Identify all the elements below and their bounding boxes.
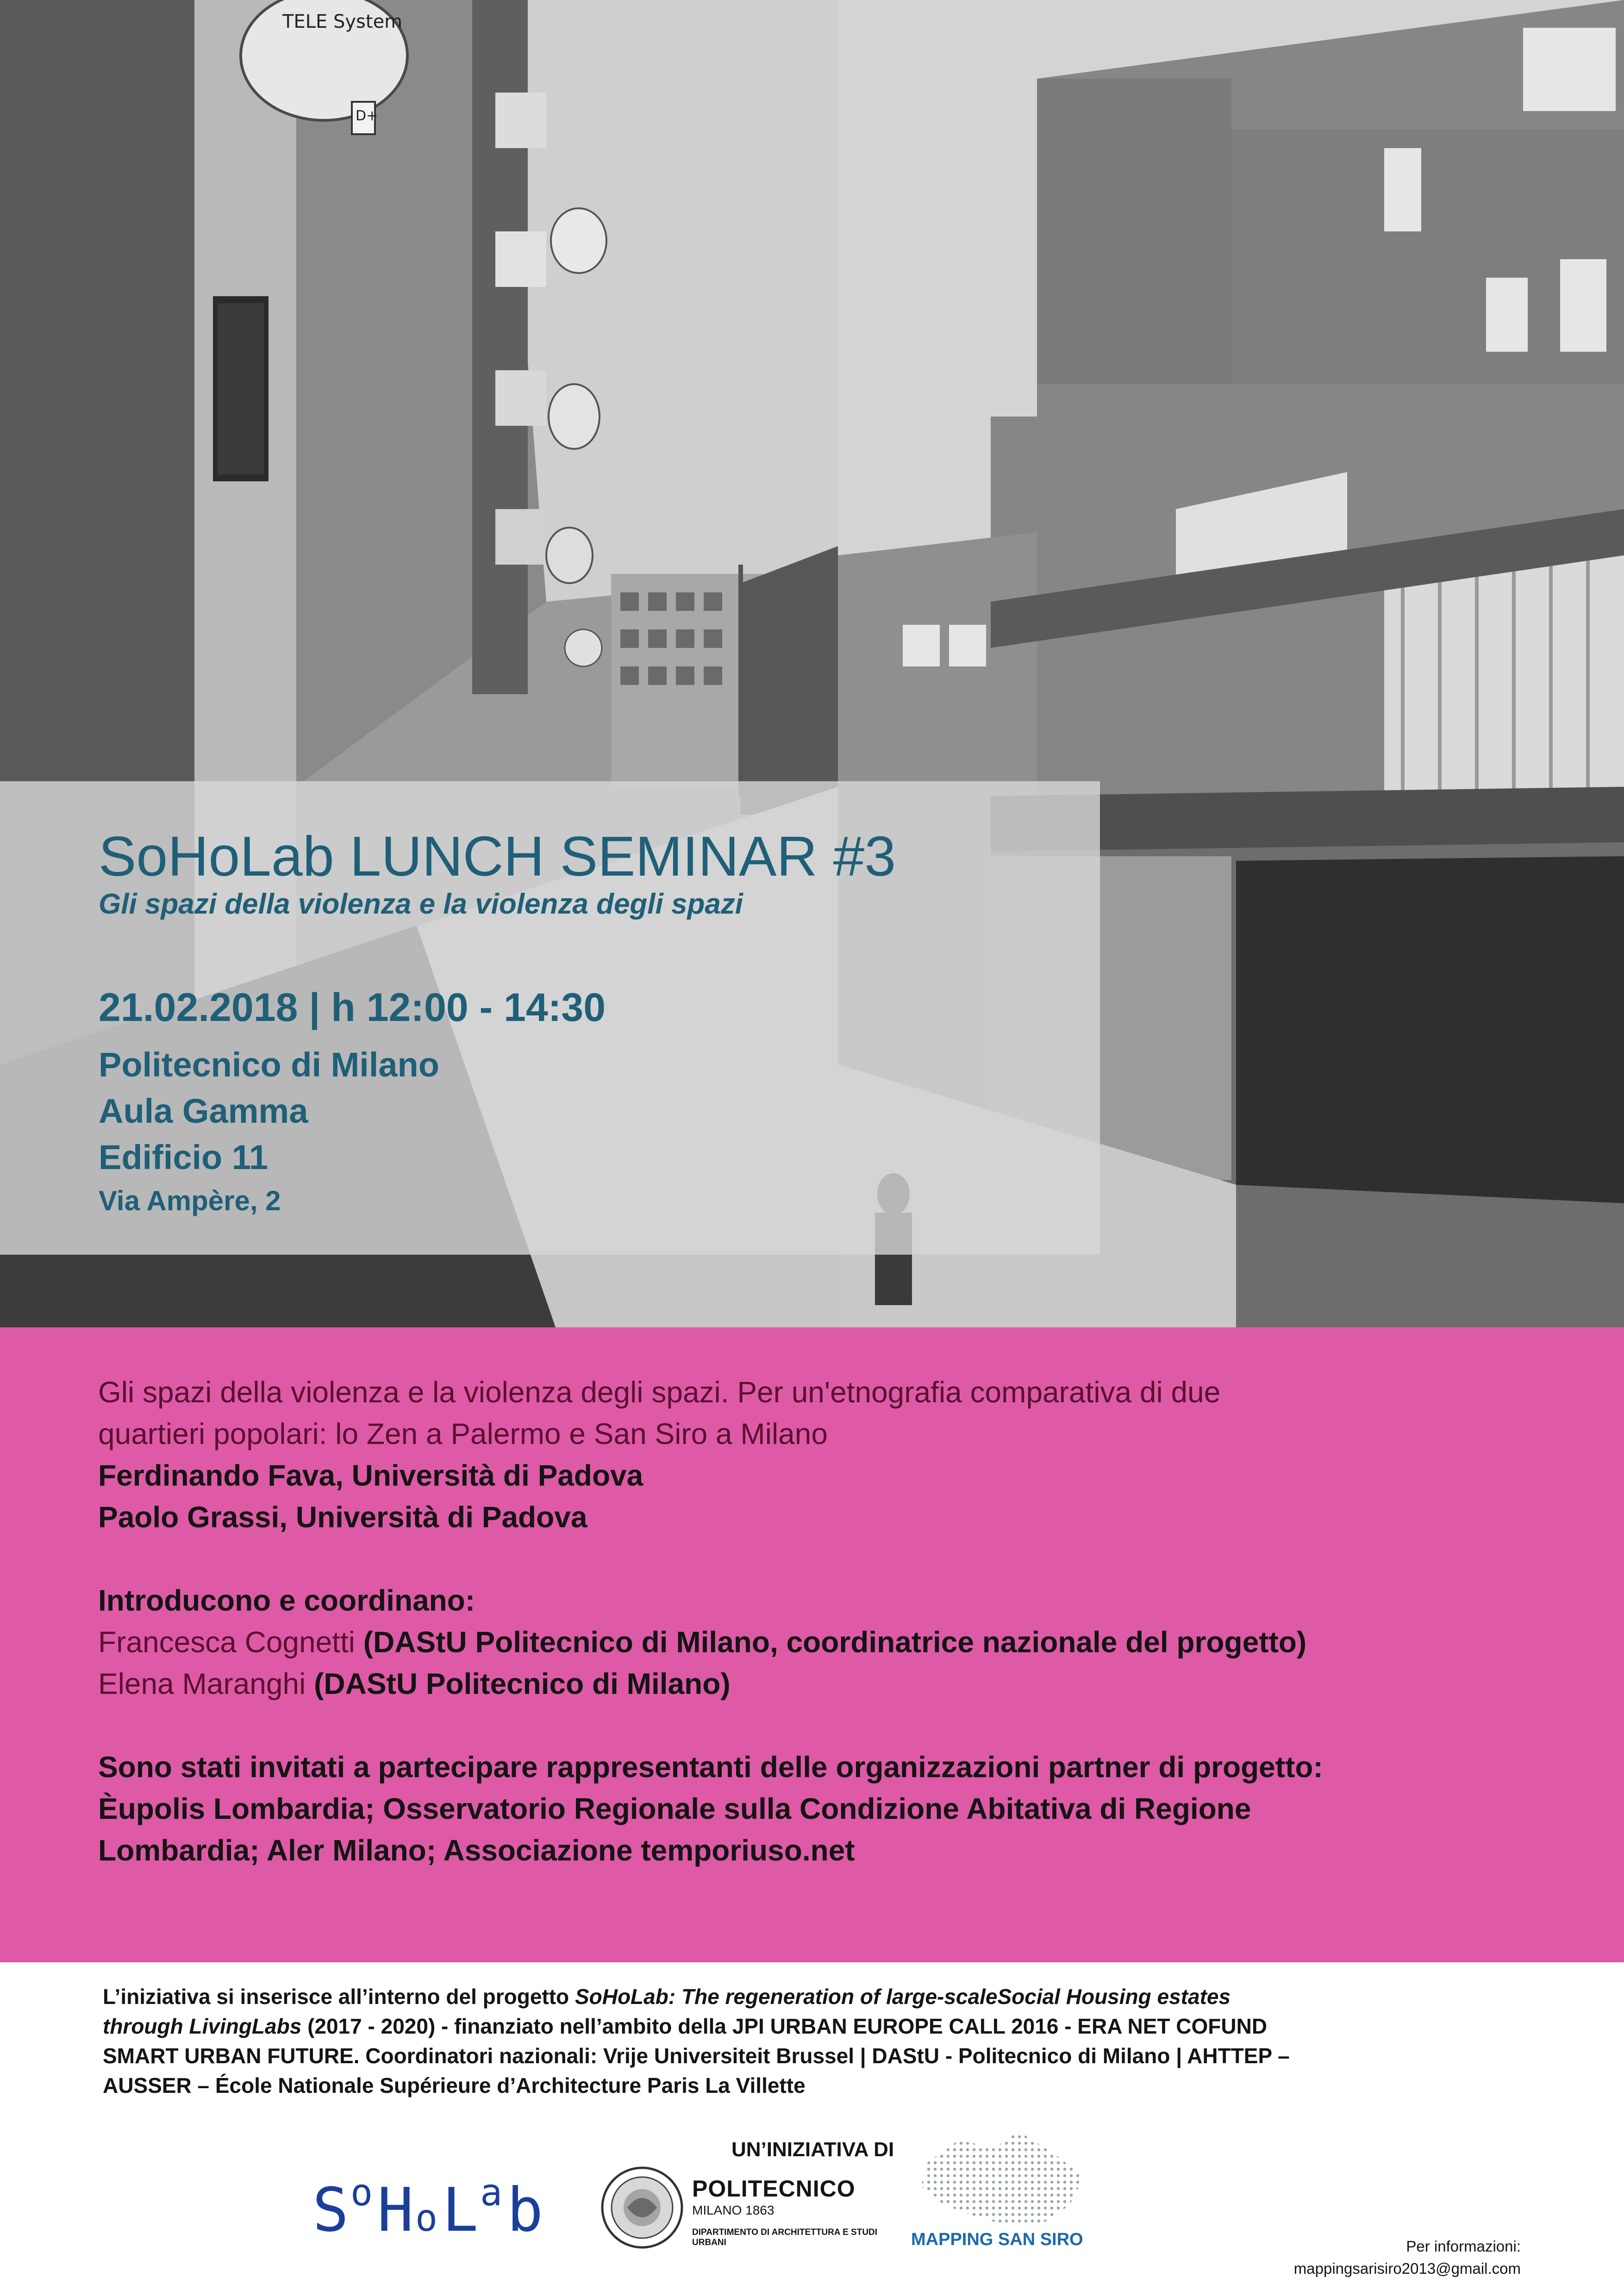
coordinator-name: Francesca Cognetti xyxy=(98,1625,355,1659)
svg-text:L: L xyxy=(442,2175,479,2242)
talk-title xyxy=(98,1371,1220,1455)
coordinator-name: Elena Maranghi xyxy=(98,1667,306,1700)
venue-room: Aula Gamma xyxy=(99,1092,308,1130)
description-line xyxy=(103,2011,1538,2041)
svg-text:b: b xyxy=(507,2175,543,2242)
description-text: L’iniziativa si inserisce all’interno del progetto xyxy=(103,1985,575,2009)
politecnico-logo xyxy=(600,2160,887,2258)
description-line: AUSSER – École Nationale Supérieure d’Architecture Paris La Villette xyxy=(103,2073,806,2097)
venue-university: Politecnico di Milano xyxy=(99,1045,439,1084)
description-line: SMART URBAN FUTURE. Coordinatori nazionali: Vrije Universiteit Brussel | DAStU - Politecnico di Milano | AHTTEP – xyxy=(103,2044,1290,2068)
invite-line: Lombardia; Aler Milano; Associazione temporiuso.net xyxy=(98,1834,855,1867)
project-description xyxy=(103,1982,1538,2100)
description-line xyxy=(103,1982,1538,2011)
talk-title-line: Gli spazi della violenza e la violenza degli spazi. Per un'etnografia comparativa di due xyxy=(98,1375,1221,1409)
politecnico-department: DIPARTIMENTO DI ARCHITETTURA E STUDI URBANI xyxy=(692,2228,878,2247)
coordinator-affiliation: (DAStU Politecnico di Milano, coordinatrice nazionale del progetto) xyxy=(355,1625,1307,1659)
info-label: Per informazioni: xyxy=(1406,2238,1521,2255)
svg-text:a: a xyxy=(480,2173,503,2214)
svg-text:H: H xyxy=(377,2175,414,2242)
coordinator-affiliation: (DAStU Politecnico di Milano) xyxy=(306,1667,731,1700)
project-name-italic: through LivingLabs xyxy=(103,2014,302,2038)
soholab-logo xyxy=(312,2173,572,2242)
project-name-italic: SoHoLab: The regeneration of large-scaleSocial Housing estates xyxy=(575,1985,1231,2009)
seminar-subtitle: Gli spazi della violenza e la violenza degli spazi xyxy=(99,888,743,920)
seminar-title-box xyxy=(0,781,1100,1255)
svg-text:S: S xyxy=(312,2175,349,2242)
politecnico-subtitle: MILANO 1863 xyxy=(692,2203,775,2217)
coordinator xyxy=(98,1621,1306,1663)
info-email-link[interactable]: mappingsarisiro2013@gmail.com xyxy=(1293,2260,1521,2277)
svg-text:o: o xyxy=(415,2196,438,2240)
talk-title-line: quartieri popolari: lo Zen a Palermo e San Siro a Milano xyxy=(98,1417,828,1450)
speaker: Paolo Grassi, Università di Padova xyxy=(98,1500,587,1534)
program-section xyxy=(0,1327,1624,1962)
speaker: Ferdinando Fava, Università di Padova xyxy=(98,1459,643,1492)
mapping-san-siro-label: MAPPING SAN SIRO xyxy=(911,2230,1083,2249)
event-datetime: 21.02.2018 | h 12:00 - 14:30 xyxy=(99,985,606,1030)
venue-building: Edificio 11 xyxy=(99,1138,269,1176)
seminar-title: SoHoLab LUNCH SEMINAR #3 xyxy=(99,825,896,888)
initiative-label: UN’INIZIATIVA DI xyxy=(731,2138,894,2161)
coordinator xyxy=(98,1663,731,1705)
politecnico-name: POLITECNICO xyxy=(692,2176,856,2202)
intro-heading: Introducono e coordinano: xyxy=(98,1584,475,1617)
dish-brand-text: TELE System xyxy=(282,11,403,32)
venue-address: Via Ampère, 2 xyxy=(99,1185,281,1216)
politecnico-seal-icon xyxy=(600,2165,685,2251)
dish-plus-text: D+ xyxy=(356,108,378,124)
svg-text:o: o xyxy=(350,2173,373,2214)
invite-line: Èupolis Lombardia; Osservatorio Regionale sulla Condizione Abitativa di Regione xyxy=(98,1792,1251,1825)
description-text: (2017 - 2020) - finanziato nell’ambito della JPI URBAN EUROPE CALL 2016 - ERA NET COFUND xyxy=(301,2014,1268,2038)
invite-line: Sono stati invitati a partecipare rappresentanti delle organizzazioni partner di progetto: xyxy=(98,1750,1323,1784)
